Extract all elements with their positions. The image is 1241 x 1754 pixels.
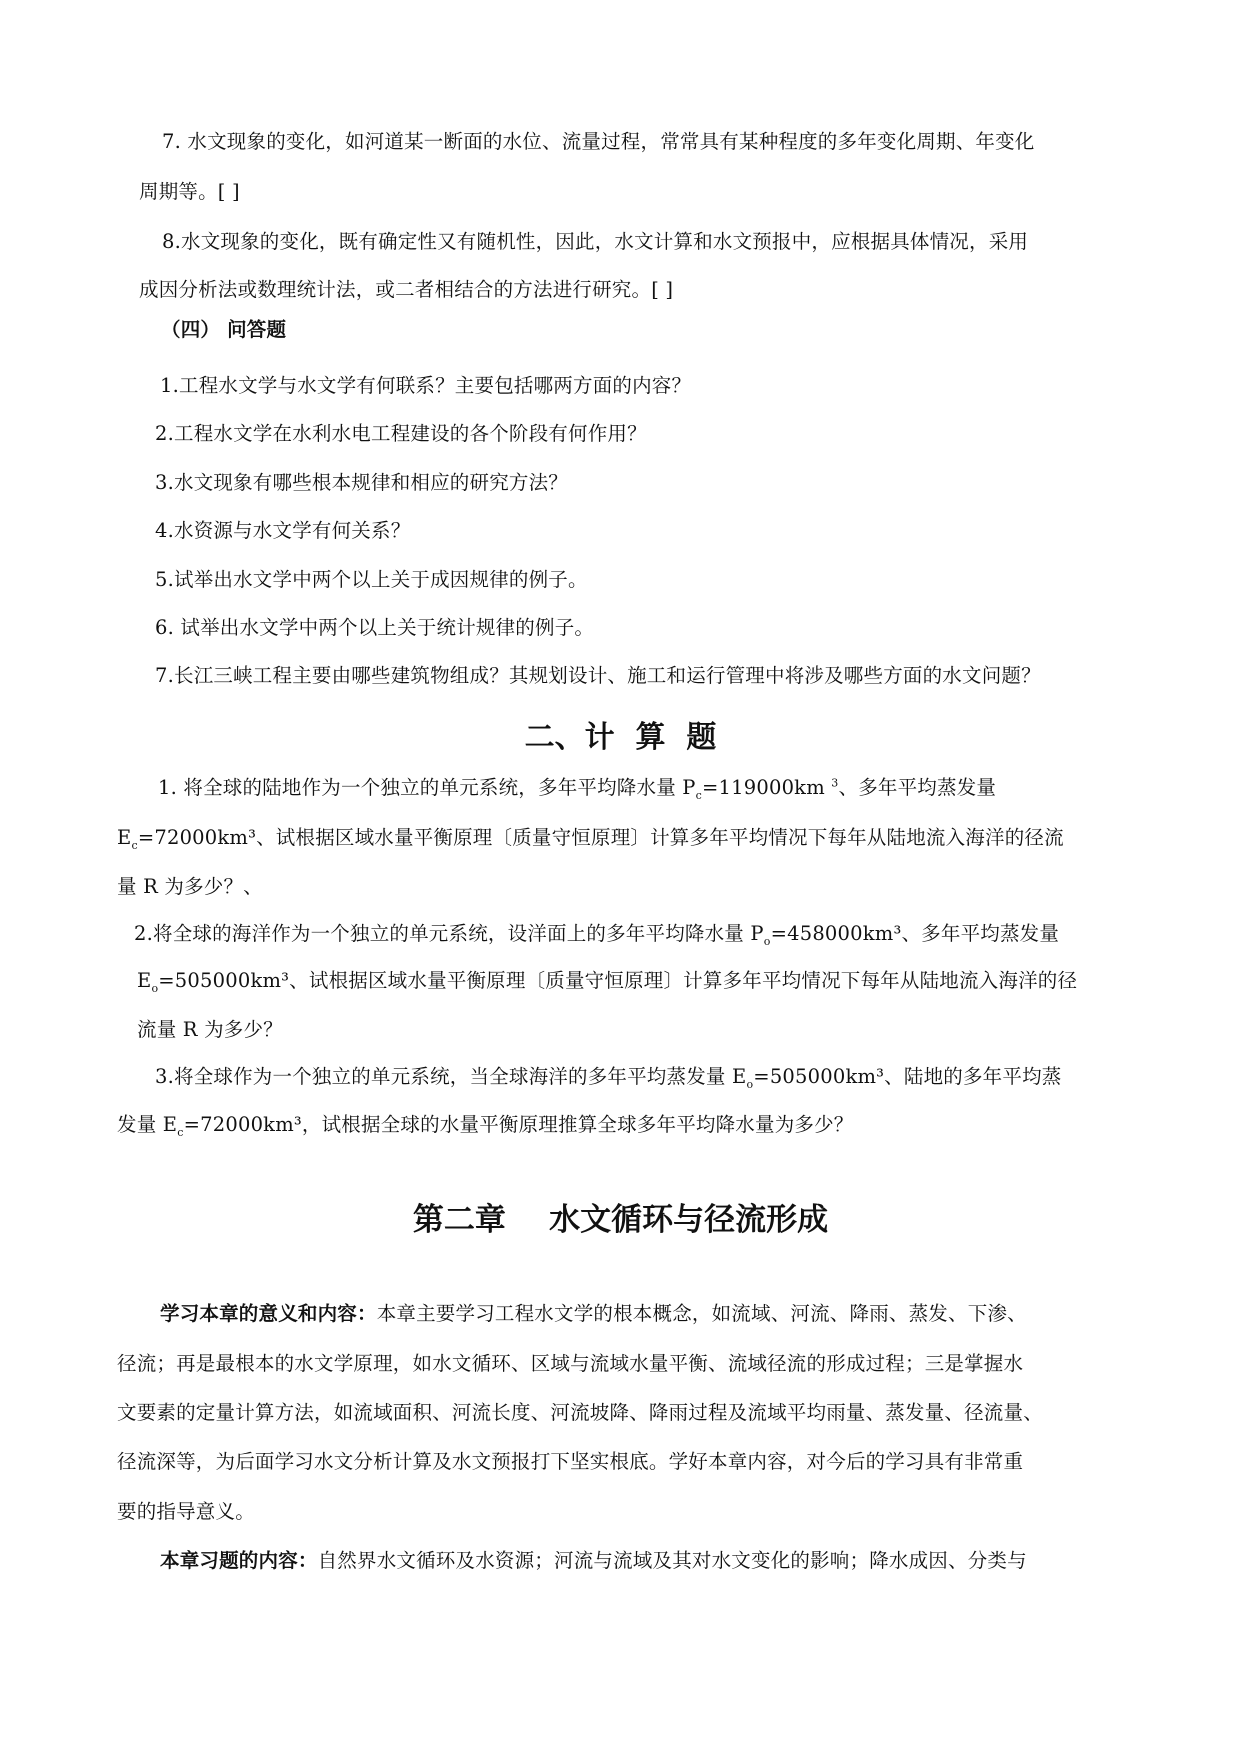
chapter-intro-line5: 要的指导意义。 xyxy=(117,1500,255,1523)
qa-item: 6. 试举出水文学中两个以上关于统计规律的例子。 xyxy=(155,616,595,639)
chapter-intro-line4: 径流深等，为后面学习水文分析计算及水文预报打下坚实根底。学好本章内容，对今后的学习具有非常重 xyxy=(117,1450,1024,1473)
calc-problem-2-line3: 流量 R 为多少？ xyxy=(137,1018,283,1041)
chapter-intro-line1: 学习本章的意义和内容：本章主要学习工程水文学的根本概念，如流域、河流、降雨、蒸发、下渗、 xyxy=(160,1302,1027,1325)
qa-section-heading: （四） 问答题 xyxy=(161,318,287,341)
tf-question-8-line1: 8.水文现象的变化，既有确定性又有随机性，因此，水文计算和水文预报中，应根据具体情况，采用 xyxy=(162,230,1029,253)
calc-problem-2-line1: 2.将全球的海洋作为一个独立的单元系统，设洋面上的多年平均降水量 $P_o=458000km^3$、多年平均蒸发量 xyxy=(134,922,1060,948)
tf-question-8-line2: 成因分析法或数理统计法，或二者相结合的方法进行研究。[ ] xyxy=(139,278,674,301)
qa-item: 3.水文现象有哪些根本规律和相应的研究方法？ xyxy=(155,471,569,494)
chapter-intro-line2: 径流；再是最根本的水文学原理，如水文循环、区域与流域水量平衡、流域径流的形成过程；三是掌握水 xyxy=(117,1352,1024,1375)
qa-item: 4.水资源与水文学有何关系？ xyxy=(155,519,411,542)
chapter-exercises-label: 本章习题的内容： xyxy=(160,1549,318,1572)
calc-problem-1-line3: 量 R 为多少？、 xyxy=(117,875,263,898)
calc-section-heading: 二、计 算 题 xyxy=(524,720,717,755)
chapter-intro-line3: 文要素的定量计算方法，如流域面积、河流长度、河流坡降、降雨过程及流域平均雨量、蒸发量、径流量、 xyxy=(117,1401,1043,1424)
tf-question-7-line2: 周期等。[ ] xyxy=(139,180,240,203)
calc-problem-1-line1: 1. 将全球的陆地作为一个独立的单元系统，多年平均降水量 $P_c=119000km$ $^3$、多年平均蒸发量 xyxy=(158,776,997,802)
qa-item: 2.工程水文学在水利水电工程建设的各个阶段有何作用？ xyxy=(155,422,647,445)
chapter-exercises-line: 本章习题的内容：自然界水文循环及水资源；河流与流域及其对水文变化的影响；降水成因、分类与 xyxy=(160,1549,1027,1572)
chapter-intro-label: 学习本章的意义和内容： xyxy=(160,1302,377,1325)
chapter-title: 第二章 水文循环与径流形成 xyxy=(412,1202,829,1238)
tf-question-7-line1: 7. 水文现象的变化，如河道某一断面的水位、流量过程，常常具有某种程度的多年变化周期、年变化 xyxy=(162,130,1035,153)
calc-problem-1-line2: $E_c=72000km^3$、试根据区域水量平衡原理〔质量守恒原理〕计算多年平均情况下每年从陆地流入海洋的径流 xyxy=(117,826,1064,852)
qa-item: 7.长江三峡工程主要由哪些建筑物组成？其规划设计、施工和运行管理中将涉及哪些方面的水文问题？ xyxy=(155,664,1041,687)
calc-problem-3-line2: 发量 $E_c=72000km^3$，试根据全球的水量平衡原理推算全球多年平均降水量为多少？ xyxy=(117,1113,854,1139)
qa-item: 5.试举出水文学中两个以上关于成因规律的例子。 xyxy=(155,568,588,591)
calc-problem-3-line1: 3.将全球作为一个独立的单元系统，当全球海洋的多年平均蒸发量 $E_o=505000km^3$、陆地的多年平均蒸 xyxy=(155,1065,1062,1091)
qa-item: 1.工程水文学与水文学有何联系？主要包括哪两方面的内容？ xyxy=(160,374,692,397)
calc-problem-2-line2: $E_o=505000km^3$、试根据区域水量平衡原理〔质量守恒原理〕计算多年平均情况下每年从陆地流入海洋的径 xyxy=(137,969,1078,995)
